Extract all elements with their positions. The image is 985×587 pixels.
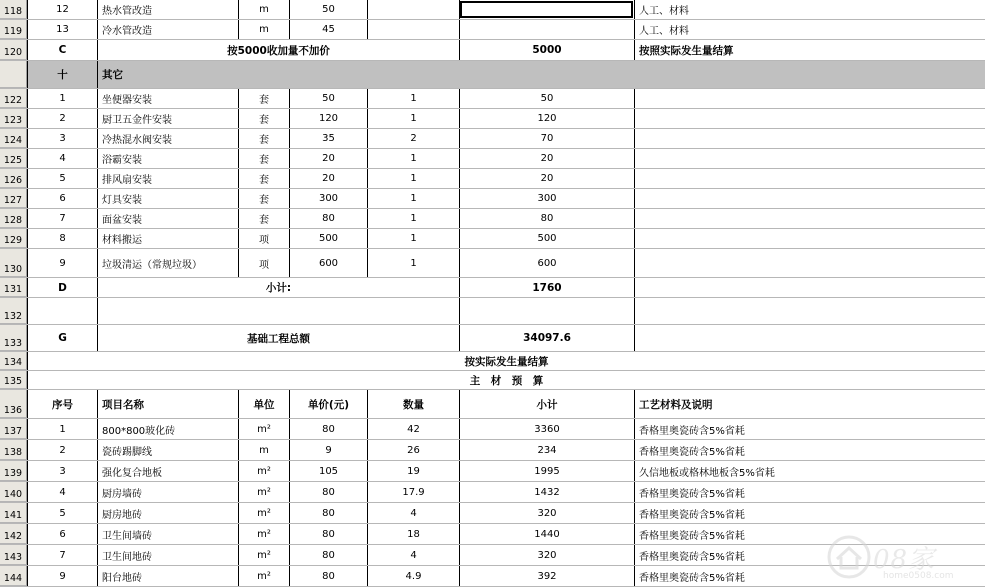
cell-subtotal[interactable]: 70 — [459, 129, 634, 148]
cell-unit-price[interactable]: 80 — [289, 419, 367, 439]
cell-unit[interactable]: m — [238, 0, 289, 19]
cell-unit-price[interactable]: 80 — [289, 482, 367, 502]
cell-quantity[interactable]: 1 — [367, 89, 459, 108]
cell-item-name[interactable]: 瓷砖踢脚线 — [97, 440, 238, 460]
table-row — [0, 61, 985, 89]
cell-quantity[interactable]: 4 — [367, 503, 459, 523]
cell-index[interactable]: 8 — [27, 229, 97, 248]
cell-unit-price[interactable]: 45 — [289, 20, 367, 39]
cell-total[interactable]: 1760 — [459, 278, 634, 297]
table-row — [0, 209, 985, 229]
cell-index[interactable]: 6 — [27, 189, 97, 208]
cell-index[interactable]: 13 — [27, 20, 97, 39]
row-header[interactable] — [0, 61, 27, 88]
cell-unit-price[interactable]: 80 — [289, 545, 367, 565]
row-header[interactable]: 136 — [0, 390, 27, 418]
cell-note[interactable]: 香格里奥瓷砖含5%省耗 — [634, 545, 985, 565]
row-header[interactable]: 130 — [0, 249, 27, 277]
cell-subtotal[interactable]: 小计 — [459, 390, 634, 418]
cell-subtotal[interactable]: 3360 — [459, 419, 634, 439]
cell-item-name[interactable]: 材料搬运 — [97, 229, 238, 248]
table-row — [0, 169, 985, 189]
table-row — [0, 89, 985, 109]
cell-unit-price[interactable]: 9 — [289, 440, 367, 460]
row-header[interactable]: 126 — [0, 169, 27, 188]
table-row — [0, 278, 985, 298]
cell-merged-label[interactable]: 按5000收加量不加价 — [97, 40, 459, 60]
cell-merged-label[interactable]: 基础工程总额 — [97, 325, 459, 351]
cell-item-name[interactable]: 排风扇安装 — [97, 169, 238, 188]
cell-item-name[interactable]: 卫生间墙砖 — [97, 524, 238, 544]
row-header[interactable]: 137 — [0, 419, 27, 439]
cell-note[interactable] — [634, 249, 985, 277]
cell-item-name[interactable]: 冷热混水阀安装 — [97, 129, 238, 148]
cell-item-name[interactable]: 阳台地砖 — [97, 566, 238, 586]
cell-quantity[interactable]: 19 — [367, 461, 459, 481]
cell-total[interactable]: 5000 — [459, 40, 634, 60]
cell-subtotal[interactable]: 1440 — [459, 524, 634, 544]
row-header[interactable]: 118 — [0, 0, 27, 19]
cell-quantity[interactable]: 1 — [367, 209, 459, 228]
cell-quantity[interactable]: 4.9 — [367, 566, 459, 586]
cell-note[interactable] — [634, 209, 985, 228]
row-header[interactable]: 140 — [0, 482, 27, 502]
cell-note[interactable] — [634, 325, 985, 351]
cell-note[interactable]: 人工、材料 — [634, 20, 985, 39]
table-row — [0, 482, 985, 503]
cell-quantity[interactable]: 1 — [367, 229, 459, 248]
cell-index[interactable]: 2 — [27, 440, 97, 460]
cell-unit[interactable]: 套 — [238, 209, 289, 228]
cell-note[interactable]: 香格里奥瓷砖含5%省耗 — [634, 503, 985, 523]
table-row — [0, 149, 985, 169]
watermark-brand: 08家 — [873, 545, 936, 575]
cell-unit-price[interactable]: 80 — [289, 566, 367, 586]
cell-unit-price[interactable]: 300 — [289, 189, 367, 208]
cell-unit[interactable]: m² — [238, 545, 289, 565]
row-header[interactable]: 138 — [0, 440, 27, 460]
cell-index[interactable]: 7 — [27, 545, 97, 565]
table-row — [0, 229, 985, 249]
cell-quantity[interactable]: 1 — [367, 149, 459, 168]
cell-item-name[interactable]: 卫生间地砖 — [97, 545, 238, 565]
cell-unit[interactable]: 套 — [238, 89, 289, 108]
cell-item-name[interactable]: 厨房墙砖 — [97, 482, 238, 502]
cell-unit-price[interactable]: 20 — [289, 149, 367, 168]
cell-quantity[interactable]: 42 — [367, 419, 459, 439]
table-row — [0, 503, 985, 524]
cell-quantity[interactable]: 1 — [367, 109, 459, 128]
cell-subtotal[interactable]: 50 — [459, 89, 634, 108]
cell-item-name[interactable]: 800*800玻化砖 — [97, 419, 238, 439]
cell-unit[interactable]: m² — [238, 524, 289, 544]
cell-note[interactable]: 香格里奥瓷砖含5%省耗 — [634, 419, 985, 439]
cell-unit[interactable]: 套 — [238, 149, 289, 168]
cell-unit-price[interactable]: 20 — [289, 169, 367, 188]
cell-subtotal[interactable]: 20 — [459, 169, 634, 188]
row-header[interactable]: 122 — [0, 89, 27, 108]
row-header[interactable]: 127 — [0, 189, 27, 208]
row-header[interactable]: 135 — [0, 371, 27, 389]
cell-unit[interactable]: m² — [238, 461, 289, 481]
row-header[interactable]: 141 — [0, 503, 27, 523]
cell-note[interactable] — [634, 149, 985, 168]
cell-quantity[interactable]: 1 — [367, 169, 459, 188]
cell-unit-price[interactable]: 120 — [289, 109, 367, 128]
cell-item-name[interactable]: 浴霸安装 — [97, 149, 238, 168]
cell-unit[interactable]: m² — [238, 482, 289, 502]
cell-quantity[interactable]: 4 — [367, 545, 459, 565]
table-row — [0, 40, 985, 61]
cell-unit-price[interactable]: 600 — [289, 249, 367, 277]
cell-quantity[interactable]: 数量 — [367, 390, 459, 418]
cell-subtotal[interactable]: 600 — [459, 249, 634, 277]
cell-note[interactable] — [634, 278, 985, 297]
cell-note[interactable] — [634, 189, 985, 208]
table-row — [0, 325, 985, 352]
row-header[interactable]: 123 — [0, 109, 27, 128]
cell-unit[interactable]: 套 — [238, 189, 289, 208]
cell-unit[interactable]: m² — [238, 503, 289, 523]
cell-unit[interactable]: 项 — [238, 249, 289, 277]
cell-index[interactable]: 7 — [27, 209, 97, 228]
cell-unit[interactable]: 单位 — [238, 390, 289, 418]
cell-item-name[interactable]: 厨卫五金件安装 — [97, 109, 238, 128]
row-header[interactable]: 144 — [0, 566, 27, 586]
cell-merged-label[interactable]: 小计: — [97, 278, 459, 297]
cell-note[interactable] — [634, 298, 985, 324]
cell-index[interactable]: 2 — [27, 109, 97, 128]
row-header[interactable]: 128 — [0, 209, 27, 228]
table-row — [0, 109, 985, 129]
cell-subtotal[interactable]: 80 — [459, 209, 634, 228]
cell-item-name[interactable]: 面盆安装 — [97, 209, 238, 228]
cell-subtotal[interactable]: 120 — [459, 109, 634, 128]
cell-unit-price[interactable]: 50 — [289, 89, 367, 108]
merged-cell[interactable]: 按实际发生量结算 — [27, 352, 985, 370]
cell-code[interactable]: D — [27, 278, 97, 297]
cell-index[interactable]: 3 — [27, 461, 97, 481]
table-row — [0, 249, 985, 278]
cell-note[interactable] — [634, 229, 985, 248]
cell-unit[interactable]: 套 — [238, 109, 289, 128]
table-row — [0, 440, 985, 461]
cell-note[interactable]: 久信地板或格林地板含5%省耗 — [634, 461, 985, 481]
watermark-logo — [827, 535, 977, 585]
cell-subtotal[interactable]: 1995 — [459, 461, 634, 481]
cell-subtotal[interactable]: 234 — [459, 440, 634, 460]
cell-item-name[interactable]: 项目名称 — [97, 390, 238, 418]
table-row — [0, 20, 985, 40]
table-row — [0, 352, 985, 371]
cell-index[interactable]: 5 — [27, 503, 97, 523]
row-header[interactable]: 134 — [0, 352, 27, 370]
cell-unit-price[interactable]: 单价(元) — [289, 390, 367, 418]
cell-section-number[interactable]: 十 — [27, 61, 97, 88]
cell-subtotal[interactable]: 20 — [459, 149, 634, 168]
row-header[interactable]: 139 — [0, 461, 27, 481]
cell-quantity[interactable]: 17.9 — [367, 482, 459, 502]
cell-index[interactable]: 4 — [27, 482, 97, 502]
table-row — [0, 390, 985, 419]
row-header[interactable]: 131 — [0, 278, 27, 297]
watermark-url: home0508.com — [883, 571, 954, 581]
row-header[interactable]: 120 — [0, 40, 27, 60]
cell-note[interactable]: 香格里奥瓷砖含5%省耗 — [634, 482, 985, 502]
cell-note[interactable] — [634, 129, 985, 148]
cell-item-name[interactable]: 灯具安装 — [97, 189, 238, 208]
cell-unit-price[interactable]: 105 — [289, 461, 367, 481]
cell-section-title[interactable]: 其它 — [97, 61, 985, 88]
cell-note[interactable] — [634, 109, 985, 128]
cell-subtotal[interactable]: 1432 — [459, 482, 634, 502]
cell-index[interactable]: 9 — [27, 566, 97, 586]
cell-merged-label[interactable] — [97, 298, 459, 324]
cell-quantity[interactable] — [367, 20, 459, 39]
merged-cell[interactable]: 主 材 预 算 — [27, 371, 985, 389]
cell-item-name[interactable]: 热水管改造 — [97, 0, 238, 19]
cell-item-name[interactable]: 厨房地砖 — [97, 503, 238, 523]
cell-code[interactable] — [27, 298, 97, 324]
cell-subtotal[interactable]: 500 — [459, 229, 634, 248]
cell-item-name[interactable]: 坐便器安装 — [97, 89, 238, 108]
cell-note[interactable]: 按照实际发生量结算 — [634, 40, 985, 60]
row-header[interactable]: 133 — [0, 325, 27, 351]
table-row — [0, 419, 985, 440]
cell-item-name[interactable]: 垃圾清运（常规垃圾） — [97, 249, 238, 277]
cell-index[interactable]: 6 — [27, 524, 97, 544]
cell-quantity[interactable]: 18 — [367, 524, 459, 544]
cell-total[interactable] — [459, 298, 634, 324]
cell-index[interactable]: 5 — [27, 169, 97, 188]
cell-subtotal[interactable] — [459, 0, 634, 19]
cell-quantity[interactable]: 26 — [367, 440, 459, 460]
table-row — [0, 461, 985, 482]
cell-subtotal[interactable]: 320 — [459, 503, 634, 523]
cell-note[interactable]: 人工、材料 — [634, 0, 985, 19]
cell-unit[interactable]: m² — [238, 566, 289, 586]
cell-subtotal[interactable]: 392 — [459, 566, 634, 586]
row-header[interactable]: 129 — [0, 229, 27, 248]
cell-unit-price[interactable]: 35 — [289, 129, 367, 148]
cell-index[interactable]: 3 — [27, 129, 97, 148]
row-header[interactable]: 143 — [0, 545, 27, 565]
cell-code[interactable]: C — [27, 40, 97, 60]
cell-unit[interactable]: 套 — [238, 169, 289, 188]
cell-quantity[interactable]: 1 — [367, 249, 459, 277]
table-row — [0, 0, 985, 20]
table-row — [0, 189, 985, 209]
row-header[interactable]: 119 — [0, 20, 27, 39]
cell-unit[interactable]: m — [238, 20, 289, 39]
cell-index[interactable]: 1 — [27, 89, 97, 108]
cell-item-name[interactable]: 冷水管改造 — [97, 20, 238, 39]
house-icon — [827, 535, 871, 579]
cell-unit-price[interactable]: 50 — [289, 0, 367, 19]
cell-subtotal[interactable]: 320 — [459, 545, 634, 565]
cell-item-name[interactable]: 强化复合地板 — [97, 461, 238, 481]
cell-unit-price[interactable]: 80 — [289, 503, 367, 523]
row-header[interactable]: 124 — [0, 129, 27, 148]
cell-index[interactable]: 9 — [27, 249, 97, 277]
cell-unit[interactable]: 项 — [238, 229, 289, 248]
cell-quantity[interactable] — [367, 0, 459, 19]
cell-quantity[interactable]: 1 — [367, 189, 459, 208]
row-header[interactable]: 125 — [0, 149, 27, 168]
cell-unit[interactable]: m — [238, 440, 289, 460]
row-header[interactable]: 142 — [0, 524, 27, 544]
cell-note[interactable] — [634, 89, 985, 108]
row-header[interactable]: 132 — [0, 298, 27, 324]
cell-unit-price[interactable]: 80 — [289, 524, 367, 544]
cell-note[interactable]: 香格里奥瓷砖含5%省耗 — [634, 440, 985, 460]
table-row — [0, 371, 985, 390]
cell-note[interactable]: 工艺材料及说明 — [634, 390, 985, 418]
cell-index[interactable]: 12 — [27, 0, 97, 19]
cell-index[interactable]: 序号 — [27, 390, 97, 418]
cell-index[interactable]: 1 — [27, 419, 97, 439]
cell-note[interactable]: 香格里奥瓷砖含5%省耗 — [634, 566, 985, 586]
cell-code[interactable]: G — [27, 325, 97, 351]
table-row — [0, 129, 985, 149]
cell-subtotal[interactable]: 300 — [459, 189, 634, 208]
cell-unit-price[interactable]: 500 — [289, 229, 367, 248]
cell-total[interactable]: 34097.6 — [459, 325, 634, 351]
cell-note[interactable]: 香格里奥瓷砖含5%省耗 — [634, 524, 985, 544]
cell-quantity[interactable]: 2 — [367, 129, 459, 148]
cell-note[interactable] — [634, 169, 985, 188]
cell-subtotal[interactable] — [459, 20, 634, 39]
cell-unit[interactable]: m² — [238, 419, 289, 439]
table-row — [0, 298, 985, 325]
cell-unit-price[interactable]: 80 — [289, 209, 367, 228]
cell-index[interactable]: 4 — [27, 149, 97, 168]
cell-unit[interactable]: 套 — [238, 129, 289, 148]
